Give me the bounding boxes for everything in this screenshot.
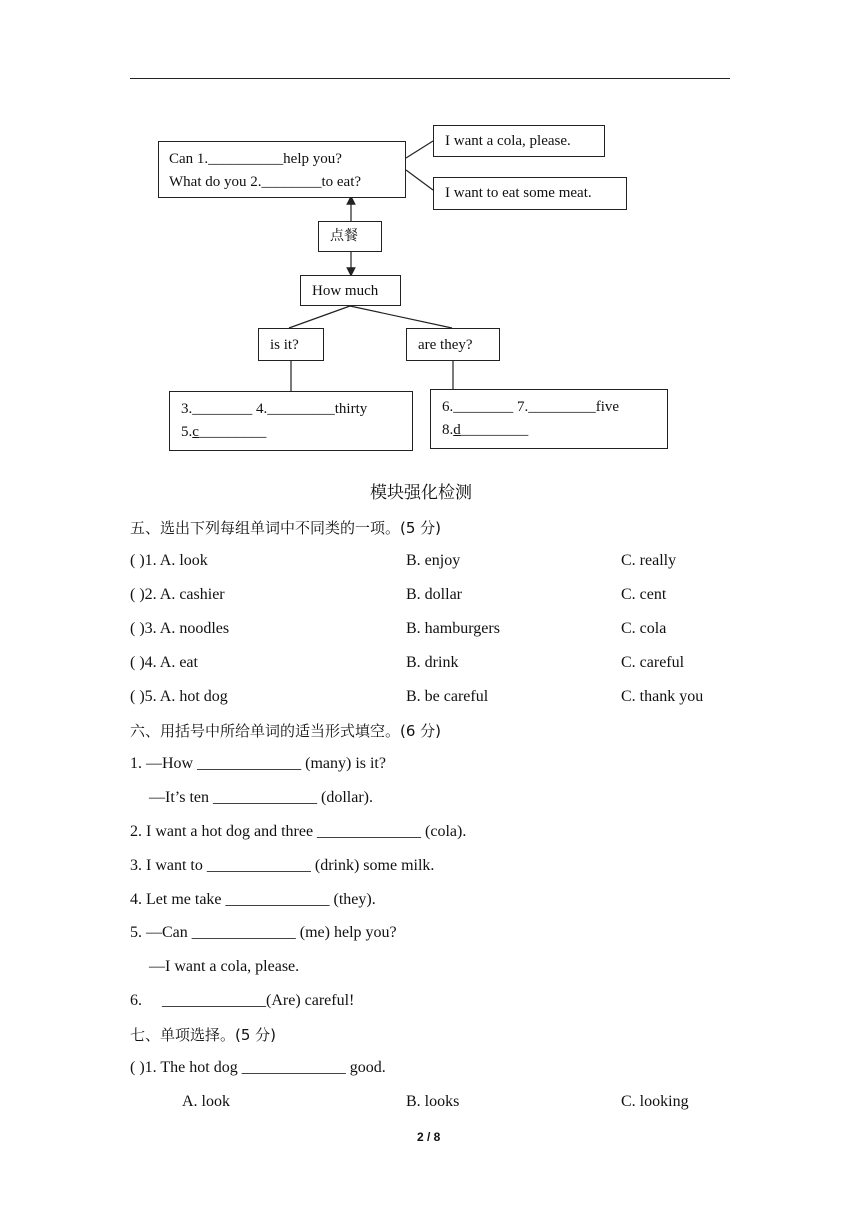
right-answers-prefix: 8. — [442, 422, 454, 438]
section6-line-3: 3. I want to _____________ (drink) some milk. — [130, 857, 435, 874]
page-title: 模块强化检测 — [370, 483, 472, 503]
section5-item-5-question: ( )5. A. hot dog — [130, 688, 228, 705]
right-answers-blank: _________ — [460, 422, 529, 438]
section5-item-4-question: ( )4. A. eat — [130, 654, 198, 671]
section6-heading: 六、用括号中所给单词的适当形式填空。(6 分) — [130, 722, 442, 740]
section7-q1-option-a: A. look — [182, 1093, 230, 1110]
diagram-box-are-they: are they? — [406, 328, 500, 361]
section5-item-5-option-c: C. thank you — [621, 688, 704, 705]
right-answers-line-2 — [442, 419, 656, 442]
right-answers-line-1: 6.________ 7._________five — [442, 399, 620, 415]
left-answers-line-1: 3.________ 4._________thirty — [181, 401, 368, 417]
section6-line-6: 6. _____________(Are) careful! — [130, 992, 355, 1009]
diagram-box-order: 点餐 — [318, 221, 382, 252]
section7-question-1: ( )1. The hot dog _____________ good. — [130, 1059, 386, 1076]
diagram-box-left-answers — [169, 391, 413, 451]
diagram-box-cola: I want a cola, please. — [433, 125, 605, 157]
question-line-2: What do you 2.________to eat? — [169, 174, 362, 190]
section5-item-5-option-b: B. be careful — [406, 688, 489, 705]
question-line-1: Can 1.__________help you? — [169, 151, 342, 167]
section5-item-2-option-c: C. cent — [621, 586, 667, 603]
page-number: 2 / 8 — [417, 1130, 441, 1144]
section6-line-5-answer: —I want a cola, please. — [149, 958, 300, 975]
section5-item-2-question: ( )2. A. cashier — [130, 586, 225, 603]
left-answers-line-2 — [181, 421, 401, 444]
section7-q1-option-b: B. looks — [406, 1093, 460, 1110]
left-answers-prefix: 5. — [181, 424, 193, 440]
section6-line-2: 2. I want a hot dog and three _____________ (cola). — [130, 823, 467, 840]
diagram-box-question — [158, 141, 406, 198]
section6-line-5: 5. —Can _____________ (me) help you? — [130, 924, 397, 941]
section5-item-1-option-c: C. really — [621, 552, 677, 569]
diagram-box-meat: I want to eat some meat. — [433, 177, 627, 210]
section5-item-4-option-c: C. careful — [621, 654, 685, 671]
section5-item-1-question: ( )1. A. look — [130, 552, 208, 569]
section5-item-3-question: ( )3. A. noodles — [130, 620, 230, 637]
section5-item-3-option-b: B. hamburgers — [406, 620, 500, 637]
right-answers-letter: d — [453, 422, 461, 438]
section7-q1-option-c: C. looking — [621, 1093, 689, 1110]
section6-line-1-answer: —It’s ten _____________ (dollar). — [149, 789, 373, 806]
section5-item-1-option-b: B. enjoy — [406, 552, 461, 569]
section6-line-1: 1. —How _____________ (many) is it? — [130, 755, 386, 772]
diagram-box-how-much: How much — [300, 275, 401, 306]
diagram-box-right-answers — [430, 389, 668, 449]
section5-heading: 五、选出下列每组单词中不同类的一项。(5 分) — [130, 519, 442, 537]
section5-item-4-option-b: B. drink — [406, 654, 459, 671]
section6-line-4: 4. Let me take _____________ (they). — [130, 891, 376, 908]
section5-item-2-option-b: B. dollar — [406, 586, 462, 603]
section5-item-3-option-c: C. cola — [621, 620, 667, 637]
section7-heading: 七、单项选择。(5 分) — [130, 1026, 277, 1044]
left-answers-blank: _________ — [198, 424, 267, 440]
diagram-box-is-it: is it? — [258, 328, 324, 361]
left-answers-letter: c — [192, 424, 199, 440]
